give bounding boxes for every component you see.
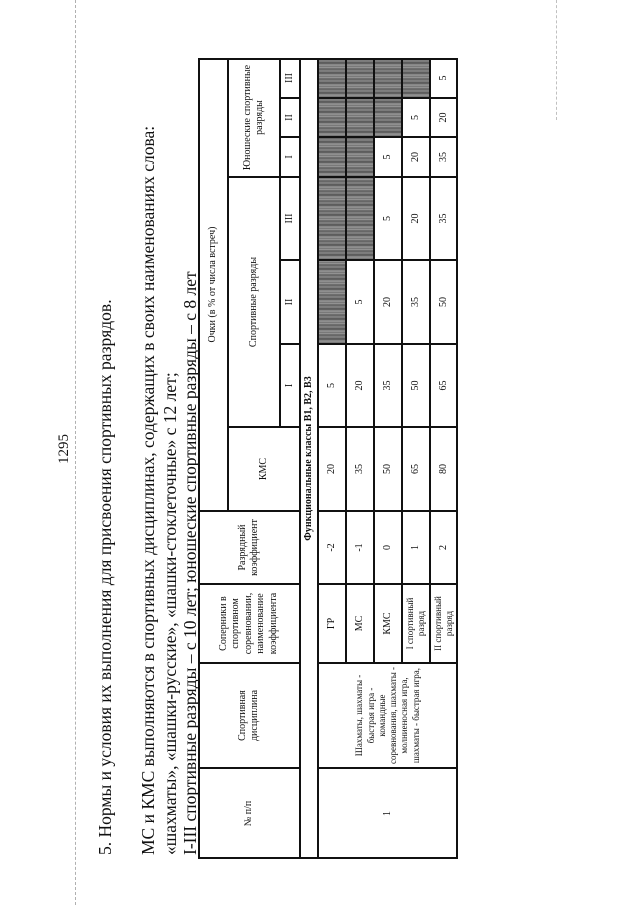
intro-line-3: I-III спортивные разряды – с 10 лет; юношеские спортивные разряды – с 8 лет bbox=[180, 271, 200, 855]
kms-value: 65 bbox=[402, 427, 430, 511]
header-youth-ranks: Юношеские спортивные разряды bbox=[228, 58, 280, 177]
youth2-value-shaded bbox=[374, 98, 402, 137]
header-rank-coefficient: Разрядный коэффициент bbox=[198, 511, 300, 584]
rank3-value: 20 bbox=[402, 177, 430, 260]
youth1-value: 20 bbox=[402, 137, 430, 177]
youth1-value: 35 bbox=[430, 137, 458, 177]
rank2-value-shaded bbox=[318, 260, 346, 344]
rank1-value: 20 bbox=[346, 344, 374, 427]
norms-table bbox=[198, 58, 458, 859]
rank3-value: 5 bbox=[374, 177, 402, 260]
header-discipline: Спортивная дисциплина bbox=[198, 663, 300, 768]
rank2-value: 50 bbox=[430, 260, 458, 344]
rank3-value-shaded bbox=[318, 177, 346, 260]
intro-line-1: МС и КМС выполняются в спортивных дисциплинах, содержащих в своих наименованиях слова: bbox=[138, 125, 158, 855]
header-rank-2: II bbox=[280, 260, 300, 344]
kms-value: 20 bbox=[318, 427, 346, 511]
rank2-value: 5 bbox=[346, 260, 374, 344]
youth2-value: 5 bbox=[402, 98, 430, 137]
youth2-value: 20 bbox=[430, 98, 458, 137]
header-num: № п/п bbox=[198, 768, 300, 859]
page-number: 1295 bbox=[56, 434, 72, 464]
kms-value: 35 bbox=[346, 427, 374, 511]
coefficient-cell: 0 bbox=[374, 511, 402, 584]
rank2-value: 20 bbox=[374, 260, 402, 344]
functional-classes-row: Функциональные классы B1, B2, B3 bbox=[300, 58, 318, 859]
opponent-cell: МС bbox=[346, 584, 374, 663]
youth3-value-shaded bbox=[318, 58, 346, 98]
kms-value: 80 bbox=[430, 427, 458, 511]
youth1-value-shaded bbox=[318, 137, 346, 177]
header-opponents: Соперники в спортивном соревновании, наименование коэффициента bbox=[198, 584, 300, 663]
youth1-value: 5 bbox=[374, 137, 402, 177]
rank1-value: 65 bbox=[430, 344, 458, 427]
youth2-value-shaded bbox=[346, 98, 374, 137]
row-number: 1 bbox=[318, 768, 458, 859]
opponent-cell: II спортивный разряд bbox=[430, 584, 458, 663]
header-youth-3: III bbox=[280, 58, 300, 98]
opponent-cell: I спортивный разряд bbox=[402, 584, 430, 663]
header-rank-1: I bbox=[280, 344, 300, 427]
rank3-value: 35 bbox=[430, 177, 458, 260]
opponent-cell: ГР bbox=[318, 584, 346, 663]
header-kms: КМС bbox=[228, 427, 300, 511]
rank3-value-shaded bbox=[346, 177, 374, 260]
coefficient-cell: -2 bbox=[318, 511, 346, 584]
header-rank-3: III bbox=[280, 177, 300, 260]
youth3-value-shaded bbox=[374, 58, 402, 98]
youth1-value-shaded bbox=[346, 137, 374, 177]
opponent-cell: КМС bbox=[374, 584, 402, 663]
header-youth-1: I bbox=[280, 137, 300, 177]
header-points: Очки (в % от числа встреч) bbox=[198, 58, 228, 511]
section-heading: 5. Нормы и условия их выполнения для присвоения спортивных разрядов. bbox=[95, 299, 115, 855]
coefficient-cell: 2 bbox=[430, 511, 458, 584]
rank1-value: 50 bbox=[402, 344, 430, 427]
youth3-value-shaded bbox=[346, 58, 374, 98]
coefficient-cell: 1 bbox=[402, 511, 430, 584]
discipline-cell: Шахматы, шахматы - быстрая игра - командные соревнования, шахматы - молниеносная игра, шахматы - быстрая игра, bbox=[318, 663, 458, 768]
youth2-value-shaded bbox=[318, 98, 346, 137]
kms-value: 50 bbox=[374, 427, 402, 511]
rank1-value: 5 bbox=[318, 344, 346, 427]
header-youth-2: II bbox=[280, 98, 300, 137]
intro-line-2: «шахматы», «шашки-русские», «шашки-стоклеточные» с 12 лет; bbox=[160, 372, 180, 855]
rank2-value: 35 bbox=[402, 260, 430, 344]
rank1-value: 35 bbox=[374, 344, 402, 427]
youth3-value: 5 bbox=[430, 58, 458, 98]
header-sport-ranks: Спортивные разряды bbox=[228, 177, 280, 427]
coefficient-cell: -1 bbox=[346, 511, 374, 584]
youth3-value-shaded bbox=[402, 58, 430, 98]
